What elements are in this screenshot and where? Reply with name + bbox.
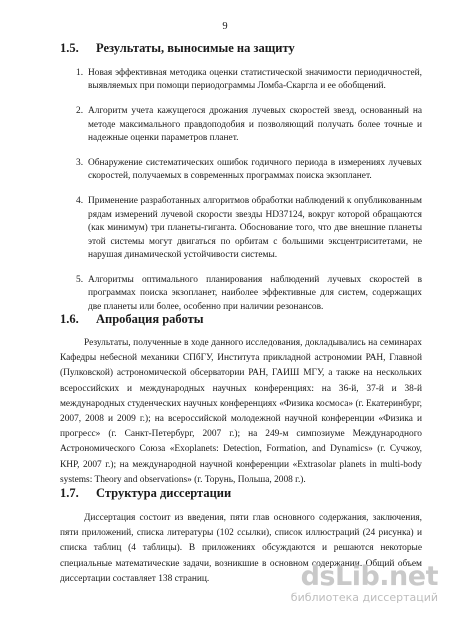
section-title: Апробация работы (96, 312, 204, 326)
section-number: 1.7. (60, 486, 79, 500)
list-item-number: 3. (76, 158, 84, 169)
list-item (60, 274, 422, 314)
list-item-text: Новая эффективная методика оценки статистической значимости периодичностей, выявляемых при помощи периодограммы Ломба-Скаргла и ее обобщений. (88, 68, 422, 92)
list-item-number: 2. (76, 106, 84, 117)
section-title: Результаты, выносимые на защиту (96, 41, 295, 55)
section-title: Структура диссертации (96, 486, 232, 500)
section-heading-results (60, 41, 295, 56)
list-item (60, 67, 422, 94)
list-item (60, 157, 422, 184)
structure-paragraph: Диссертация состоит из введения, пяти глав основного содержания, заключения, пяти приложений, списка литературы (102 ссылки), список иллюстраций (24 рисунка) и списка таблиц (4 таблицы). В приложениях обсуждаются и решаются некоторые специальные математические задачи, возникшие в основном содержании. Общий объем диссертации составляет 138 страниц. (60, 513, 422, 584)
results-list (60, 67, 422, 326)
dslib-watermark (291, 563, 438, 604)
list-item-number: 5. (76, 274, 84, 285)
watermark-subtitle: библиотека диссертаций (290, 591, 438, 604)
section-heading-approbation (60, 312, 204, 327)
list-item-text: Алгоритмы оптимального планирования наблюдений лучевых скоростей в программах поиска экзопланет, наиболее эффективные для систем, содержащих две планеты или более, особенно при наличии резонансов. (88, 274, 422, 312)
list-item-number: 1. (76, 68, 84, 78)
list-item-text: Обнаружение систематических ошибок годичного периода в измерениях лучевых скоростей, получаемых в современных программах поиска экзопланет. (88, 158, 422, 182)
section-heading-structure (60, 486, 231, 501)
list-item-number: 4. (76, 196, 84, 207)
watermark-logo: dsLib.net (300, 561, 438, 592)
list-item-text: Алгоритм учета кажущегося дрожания лучевых скоростей звезд, основанный на методе максимального правдоподобия и позволяющий получать более точные и надежные оценки параметров планет. (88, 106, 422, 144)
list-item-text: Применение разработанных алгоритмов обработки наблюдений к опубликованным рядам измерений лучевой скорости звезды HD37124, вокруг которой обращаются (как минимум) три планеты-гиганта. Обоснование того, что две внешние планеты этой системы могут двигаться по орбитам с большими эксцентриситетами, не нарушая динамической устойчивости системы. (88, 196, 422, 260)
section-number: 1.6. (60, 312, 79, 326)
approbation-paragraph: Результаты, полученные в ходе данного исследования, докладывались на семинарах Кафедры небесной механики СПбГУ, Института прикладной астрономии РАН, Главной (Пулковской) астрономической обсерватории РАН, ГАИШ МГУ, а также на нескольких всероссийских и международных научных конференциях: на 36-й, 37-й и 38-й международных студенческих научных конференциях «Физика космоса» (г. Екатеринбург, 2007, 2008 и 2009 г.); на всероссийской молодежной научной конференции «Физика и прогресс» (г. Санкт-Петербург, 2007 г.); на 249-м симпозиуме Международного Астрономического Союза «Exoplanets: Detection, Formation, and Dynamics» (г. Сучжоу, КНР, 2007 г.); на международной научной конференции «Extrasolar planets in multi-body systems: Theory and observations» (г. Торунь, Польша, 2008 г.). (60, 338, 422, 485)
page-number: 9 (222, 21, 228, 32)
list-item (60, 195, 422, 262)
list-item (60, 105, 422, 145)
section-number: 1.5. (60, 41, 79, 55)
